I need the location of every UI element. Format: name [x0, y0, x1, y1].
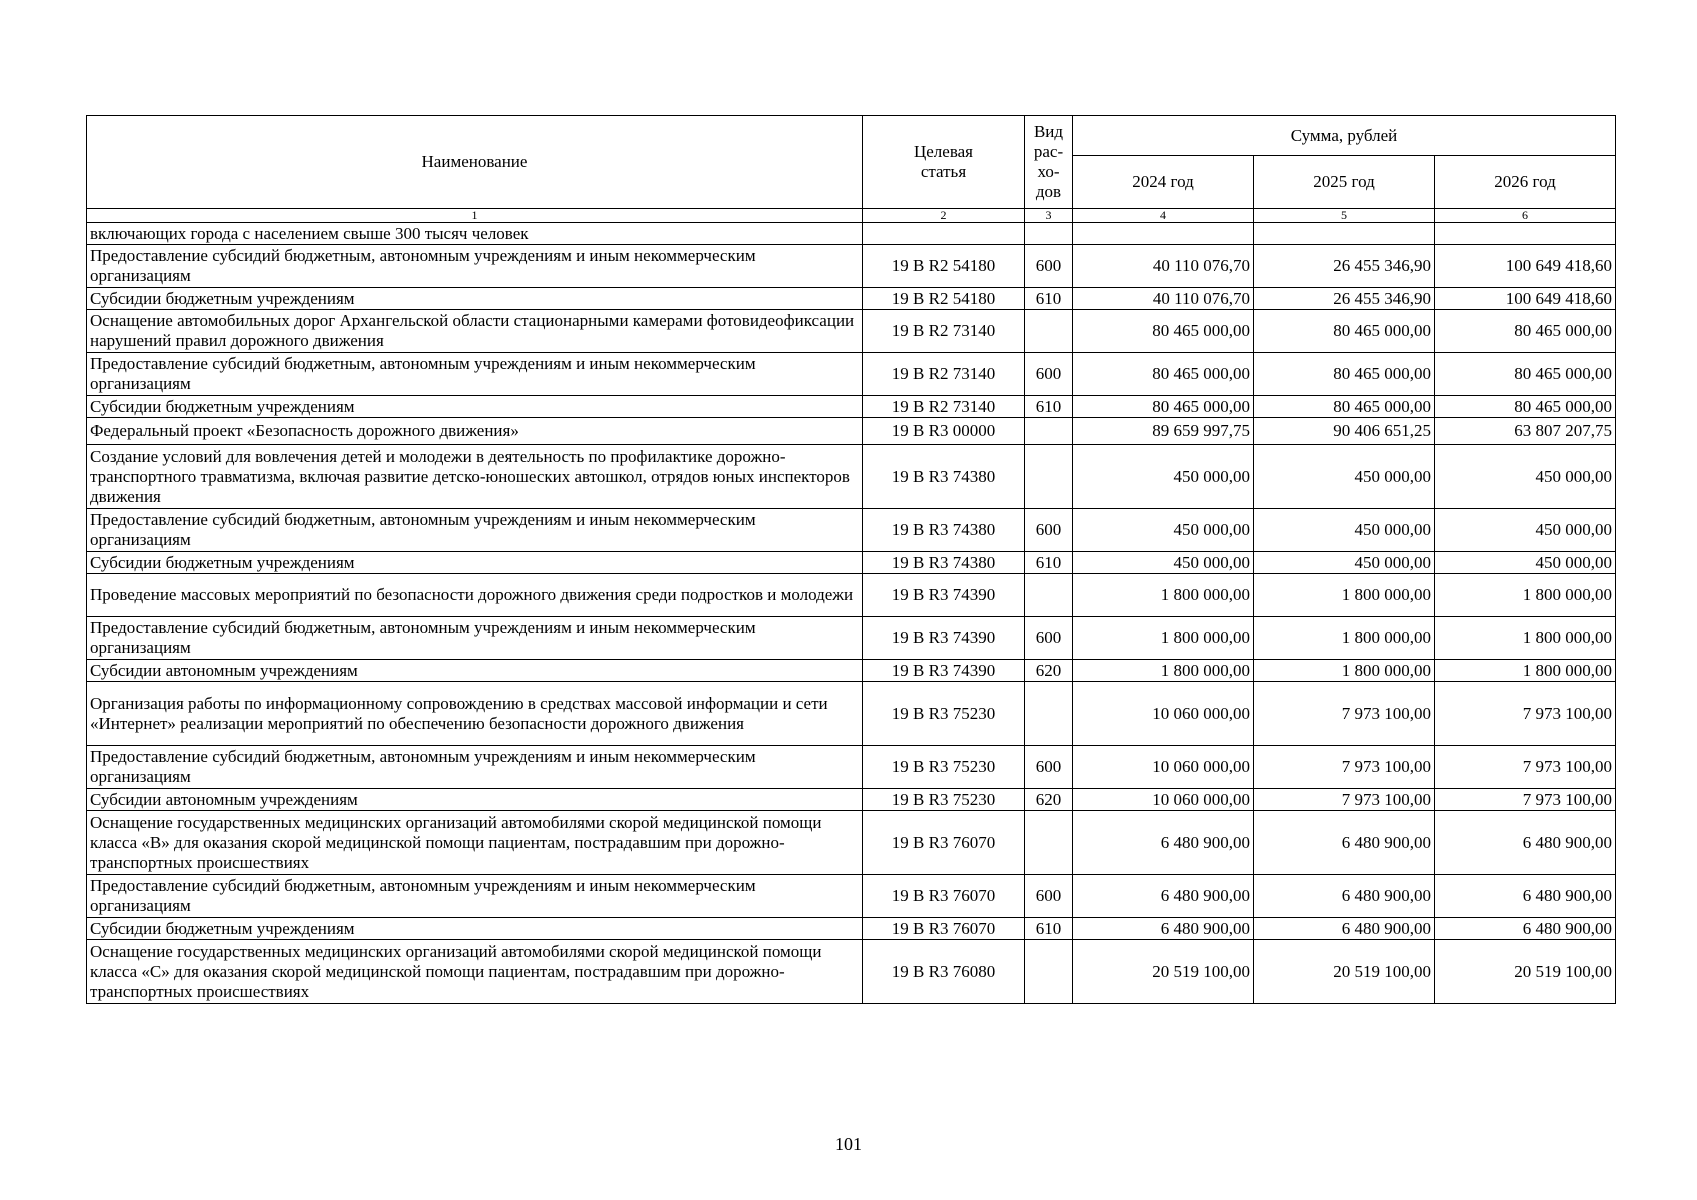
row-amount-2026: 63 807 207,75	[1435, 418, 1616, 445]
table-row	[87, 789, 1616, 811]
table-row	[87, 310, 1616, 353]
row-amount-2026: 80 465 000,00	[1435, 353, 1616, 396]
header-expense-type-text: Вид рас-хо-дов	[1033, 122, 1064, 201]
row-name: Предоставление субсидий бюджетным, автономным учреждениям и иным некоммерческим организациям	[87, 509, 863, 552]
row-amount-2025: 7 973 100,00	[1254, 746, 1435, 789]
table-row	[87, 617, 1616, 660]
row-amount-2024: 20 519 100,00	[1073, 940, 1254, 1004]
row-target-article: 19 В R3 00000	[863, 418, 1025, 445]
row-amount-2025: 6 480 900,00	[1254, 875, 1435, 918]
row-name: Оснащение государственных медицинских организаций автомобилями скорой медицинской помощи класса «В» для оказания скорой медицинской помощи пациентам, пострадавшим при дорожно-транспортных происшествиях	[87, 811, 863, 875]
row-amount-2024: 80 465 000,00	[1073, 310, 1254, 353]
row-expense-type: 610	[1025, 552, 1073, 574]
column-number: 3	[1025, 209, 1073, 223]
row-amount-2024: 80 465 000,00	[1073, 396, 1254, 418]
header-year-2026: 2026 год	[1435, 156, 1616, 209]
table-row	[87, 223, 1616, 245]
row-target-article: 19 В R3 76070	[863, 918, 1025, 940]
table-row	[87, 418, 1616, 445]
table-row	[87, 875, 1616, 918]
row-target-article: 19 В R3 74380	[863, 509, 1025, 552]
row-amount-2024: 89 659 997,75	[1073, 418, 1254, 445]
table-row	[87, 288, 1616, 310]
row-amount-2026: 80 465 000,00	[1435, 310, 1616, 353]
row-amount-2025: 6 480 900,00	[1254, 811, 1435, 875]
row-amount-2024: 10 060 000,00	[1073, 682, 1254, 746]
table-row	[87, 509, 1616, 552]
row-amount-2024: 80 465 000,00	[1073, 353, 1254, 396]
row-amount-2026: 1 800 000,00	[1435, 574, 1616, 617]
header-target-article-text: Целевая статья	[913, 142, 974, 181]
row-name: Оснащение государственных медицинских организаций автомобилями скорой медицинской помощи класса «С» для оказания скорой медицинской помощи пациентам, пострадавшим при дорожно-транспортных происшествиях	[87, 940, 863, 1004]
row-name: Организация работы по информационному сопровождению в средствах массовой информации и сети «Интернет» реализации мероприятий по обеспечению безопасности дорожного движения	[87, 682, 863, 746]
row-target-article: 19 В R3 75230	[863, 746, 1025, 789]
row-amount-2025: 1 800 000,00	[1254, 660, 1435, 682]
row-name: Субсидии бюджетным учреждениям	[87, 918, 863, 940]
row-target-article: 19 В R3 74390	[863, 660, 1025, 682]
row-target-article: 19 В R2 73140	[863, 353, 1025, 396]
row-amount-2025: 80 465 000,00	[1254, 396, 1435, 418]
row-expense-type: 600	[1025, 746, 1073, 789]
row-name: Создание условий для вовлечения детей и молодежи в деятельность по профилактике дорожно-транспортного травматизма, включая развитие детско-юношеских автошкол, отрядов юных инспекторов движения	[87, 445, 863, 509]
row-name: Субсидии автономным учреждениям	[87, 660, 863, 682]
row-name: Предоставление субсидий бюджетным, автономным учреждениям и иным некоммерческим организациям	[87, 746, 863, 789]
row-expense-type	[1025, 445, 1073, 509]
row-expense-type	[1025, 574, 1073, 617]
row-name: Предоставление субсидий бюджетным, автономным учреждениям и иным некоммерческим организациям	[87, 617, 863, 660]
table-row	[87, 660, 1616, 682]
header-year-2025: 2025 год	[1254, 156, 1435, 209]
row-target-article	[863, 223, 1025, 245]
header-expense-type	[1025, 116, 1073, 209]
row-amount-2025: 7 973 100,00	[1254, 789, 1435, 811]
row-target-article: 19 В R3 76070	[863, 875, 1025, 918]
row-target-article: 19 В R2 54180	[863, 288, 1025, 310]
table-row	[87, 574, 1616, 617]
row-target-article: 19 В R3 74380	[863, 445, 1025, 509]
row-name: Оснащение автомобильных дорог Архангельской области стационарными камерами фотовидеофиксации нарушений правил дорожного движения	[87, 310, 863, 353]
row-amount-2026: 6 480 900,00	[1435, 811, 1616, 875]
row-target-article: 19 В R3 74390	[863, 617, 1025, 660]
page-number: 101	[835, 1134, 862, 1154]
row-amount-2025: 80 465 000,00	[1254, 310, 1435, 353]
row-amount-2026	[1435, 223, 1616, 245]
row-amount-2026: 7 973 100,00	[1435, 789, 1616, 811]
row-target-article: 19 В R2 54180	[863, 245, 1025, 288]
row-name: Предоставление субсидий бюджетным, автономным учреждениям и иным некоммерческим организациям	[87, 353, 863, 396]
row-expense-type	[1025, 682, 1073, 746]
row-amount-2026: 7 973 100,00	[1435, 682, 1616, 746]
row-amount-2025: 6 480 900,00	[1254, 918, 1435, 940]
row-name: Проведение массовых мероприятий по безопасности дорожного движения среди подростков и молодежи	[87, 574, 863, 617]
header-name: Наименование	[87, 116, 863, 209]
row-amount-2024: 40 110 076,70	[1073, 288, 1254, 310]
table-row	[87, 940, 1616, 1004]
row-amount-2026: 7 973 100,00	[1435, 746, 1616, 789]
row-amount-2025: 80 465 000,00	[1254, 353, 1435, 396]
row-amount-2026: 20 519 100,00	[1435, 940, 1616, 1004]
row-amount-2025: 450 000,00	[1254, 509, 1435, 552]
column-number: 6	[1435, 209, 1616, 223]
row-target-article: 19 В R3 75230	[863, 682, 1025, 746]
row-amount-2024: 6 480 900,00	[1073, 875, 1254, 918]
column-number: 1	[87, 209, 863, 223]
row-amount-2025	[1254, 223, 1435, 245]
row-expense-type: 610	[1025, 918, 1073, 940]
table-row	[87, 445, 1616, 509]
row-amount-2024: 1 800 000,00	[1073, 617, 1254, 660]
row-target-article: 19 В R3 74380	[863, 552, 1025, 574]
row-amount-2024: 450 000,00	[1073, 552, 1254, 574]
table-row	[87, 245, 1616, 288]
row-expense-type	[1025, 223, 1073, 245]
row-expense-type: 600	[1025, 617, 1073, 660]
row-expense-type	[1025, 418, 1073, 445]
table-body	[87, 223, 1616, 1004]
table-row	[87, 682, 1616, 746]
row-name: Предоставление субсидий бюджетным, автономным учреждениям и иным некоммерческим организациям	[87, 875, 863, 918]
row-name: Субсидии автономным учреждениям	[87, 789, 863, 811]
table-row	[87, 552, 1616, 574]
table-row	[87, 396, 1616, 418]
row-amount-2025: 20 519 100,00	[1254, 940, 1435, 1004]
row-name: Федеральный проект «Безопасность дорожного движения»	[87, 418, 863, 445]
row-amount-2025: 7 973 100,00	[1254, 682, 1435, 746]
column-number: 4	[1073, 209, 1254, 223]
row-expense-type: 600	[1025, 509, 1073, 552]
header-sum: Сумма, рублей	[1073, 116, 1616, 156]
budget-table	[86, 115, 1616, 1004]
row-expense-type: 620	[1025, 789, 1073, 811]
row-amount-2026: 1 800 000,00	[1435, 617, 1616, 660]
row-amount-2025: 450 000,00	[1254, 552, 1435, 574]
row-target-article: 19 В R3 76070	[863, 811, 1025, 875]
row-amount-2025: 1 800 000,00	[1254, 617, 1435, 660]
row-amount-2026: 6 480 900,00	[1435, 875, 1616, 918]
row-target-article: 19 В R3 76080	[863, 940, 1025, 1004]
row-amount-2024: 1 800 000,00	[1073, 660, 1254, 682]
table-row	[87, 353, 1616, 396]
row-target-article: 19 В R2 73140	[863, 396, 1025, 418]
header-target-article	[863, 116, 1025, 209]
row-amount-2025: 90 406 651,25	[1254, 418, 1435, 445]
column-number-row	[87, 209, 1616, 223]
row-amount-2024: 6 480 900,00	[1073, 918, 1254, 940]
row-name: Предоставление субсидий бюджетным, автономным учреждениям и иным некоммерческим организациям	[87, 245, 863, 288]
row-amount-2026: 80 465 000,00	[1435, 396, 1616, 418]
column-number: 2	[863, 209, 1025, 223]
row-amount-2026: 450 000,00	[1435, 445, 1616, 509]
row-name: Субсидии бюджетным учреждениям	[87, 288, 863, 310]
row-name: включающих города с населением свыше 300 тысяч человек	[87, 223, 863, 245]
table-row	[87, 746, 1616, 789]
row-amount-2025: 26 455 346,90	[1254, 288, 1435, 310]
table-row	[87, 811, 1616, 875]
row-expense-type: 600	[1025, 353, 1073, 396]
row-name: Субсидии бюджетным учреждениям	[87, 552, 863, 574]
row-amount-2024: 10 060 000,00	[1073, 746, 1254, 789]
row-amount-2024: 10 060 000,00	[1073, 789, 1254, 811]
row-target-article: 19 В R3 74390	[863, 574, 1025, 617]
row-amount-2026: 100 649 418,60	[1435, 245, 1616, 288]
row-name: Субсидии бюджетным учреждениям	[87, 396, 863, 418]
row-amount-2026: 1 800 000,00	[1435, 660, 1616, 682]
row-expense-type	[1025, 811, 1073, 875]
row-expense-type: 610	[1025, 396, 1073, 418]
row-expense-type: 620	[1025, 660, 1073, 682]
row-expense-type: 600	[1025, 245, 1073, 288]
row-amount-2024	[1073, 223, 1254, 245]
row-expense-type: 600	[1025, 875, 1073, 918]
row-amount-2025: 450 000,00	[1254, 445, 1435, 509]
row-amount-2026: 100 649 418,60	[1435, 288, 1616, 310]
row-amount-2024: 1 800 000,00	[1073, 574, 1254, 617]
row-target-article: 19 В R3 75230	[863, 789, 1025, 811]
table-row	[87, 918, 1616, 940]
row-amount-2026: 450 000,00	[1435, 552, 1616, 574]
row-amount-2024: 450 000,00	[1073, 445, 1254, 509]
row-target-article: 19 В R2 73140	[863, 310, 1025, 353]
row-expense-type	[1025, 940, 1073, 1004]
column-number: 5	[1254, 209, 1435, 223]
row-amount-2025: 26 455 346,90	[1254, 245, 1435, 288]
row-amount-2024: 450 000,00	[1073, 509, 1254, 552]
row-expense-type: 610	[1025, 288, 1073, 310]
row-amount-2026: 450 000,00	[1435, 509, 1616, 552]
header-year-2024: 2024 год	[1073, 156, 1254, 209]
row-amount-2025: 1 800 000,00	[1254, 574, 1435, 617]
row-amount-2024: 6 480 900,00	[1073, 811, 1254, 875]
row-amount-2024: 40 110 076,70	[1073, 245, 1254, 288]
row-expense-type	[1025, 310, 1073, 353]
row-amount-2026: 6 480 900,00	[1435, 918, 1616, 940]
